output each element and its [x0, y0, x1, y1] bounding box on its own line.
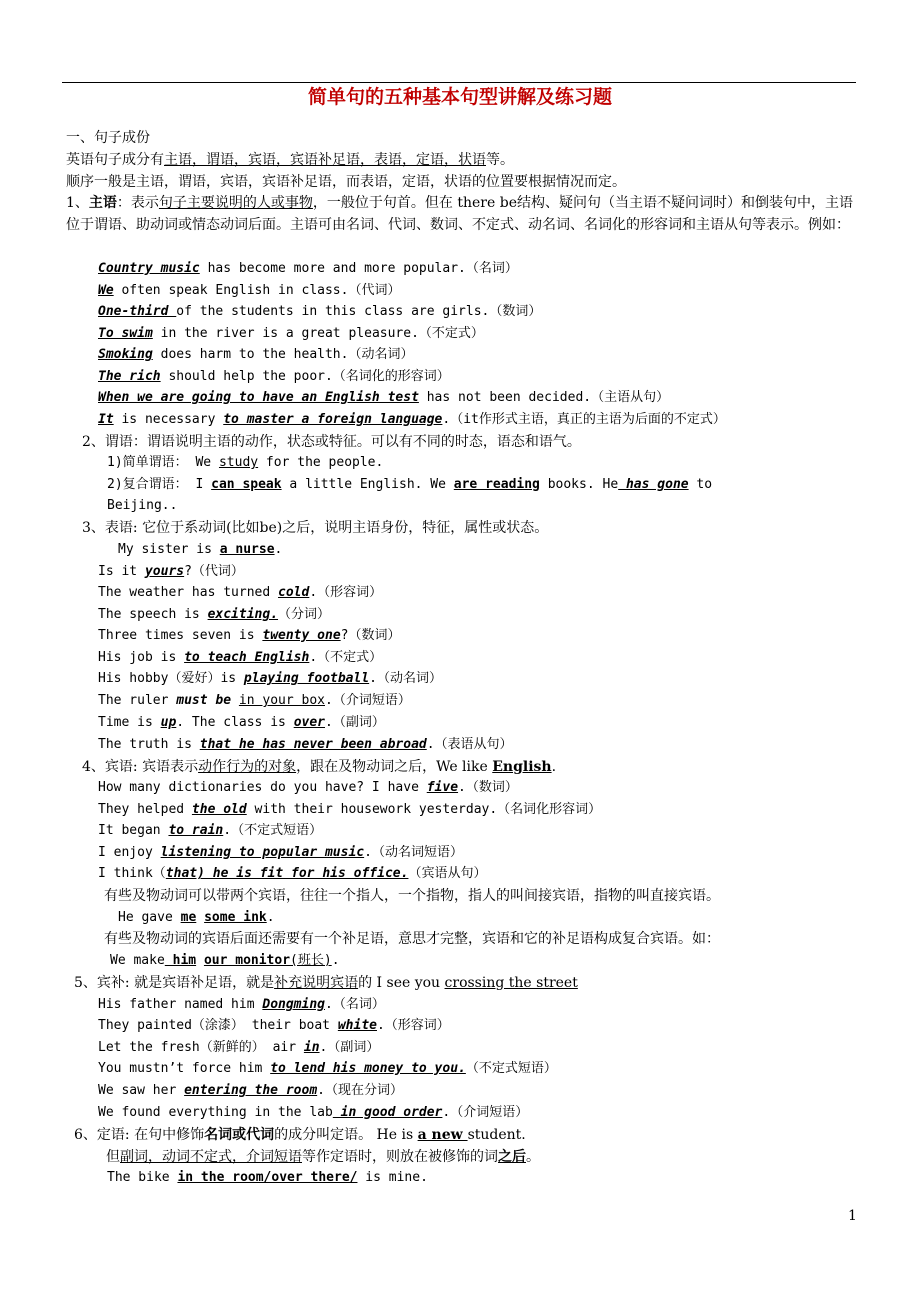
object-note: 有些及物动词可以带两个宾语，往往一个指人，一个指物，指人的叫间接宾语，指物的叫直接宾语。 — [104, 888, 720, 904]
predicate-example: 2)复合谓语： I can speak a little English. We are reading books. He has gone to — [107, 477, 713, 492]
predicative-example: The weather has turned cold.（形容词） — [98, 585, 383, 600]
object-heading: 4、宾语: 宾语表示动作行为的对象，跟在及物动词之后，We like English. — [82, 759, 557, 775]
predicative-example: The ruler must be in your box.（介词短语） — [98, 693, 411, 708]
attribute-heading: 6、定语: 在句中修饰名词或代词的成分叫定语。 He is a new student. — [74, 1127, 526, 1143]
object-example: They helped the old with their housework yesterday.（名词化形容词） — [98, 802, 602, 817]
page-number: 1 — [848, 1208, 857, 1224]
top-rule — [62, 82, 856, 83]
subject-example: Country music has become more and more popular.（名词） — [98, 261, 518, 276]
complement-heading: 5、宾补: 就是宾语补足语，就是补充说明宾语的 I see you crossing the street — [74, 975, 578, 991]
object-example: I enjoy listening to popular music.（动名词短语） — [98, 845, 463, 860]
object-example: I think（that) he is fit for his office.（宾语从句） — [98, 866, 487, 881]
object-example: It began to rain.（不定式短语） — [98, 823, 323, 838]
predicative-example: Three times seven is twenty one?（数词） — [98, 628, 401, 643]
predicative-example: The truth is that he has never been abroad.（表语从句） — [98, 737, 513, 752]
section-heading: 一、句子成份 — [66, 130, 150, 146]
subject-example: To swim in the river is a great pleasure.（不定式） — [98, 326, 484, 341]
subject-example: The rich should help the poor.（名词化的形容词） — [98, 369, 450, 384]
complement-example: We saw her entering the room.（现在分词） — [98, 1083, 403, 1098]
complement-example: Let the fresh（新鲜的） air in.（副词） — [98, 1040, 380, 1055]
predicative-example: Is it yours?（代词） — [98, 564, 244, 579]
predicate-example-cont: Beijing.. — [107, 498, 178, 513]
object-note: 有些及物动词的宾语后面还需要有一个补足语，意思才完整，宾语和它的补足语构成复合宾语。如： — [104, 931, 720, 947]
intro-line: 英语句子成分有主语，谓语，宾语，宾语补足语，表语，定语，状语等。 — [66, 152, 514, 168]
subject-example: We often speak English in class.（代词） — [98, 283, 401, 298]
subject-example: It is necessary to master a foreign language.（it作形式主语，真正的主语为后面的不定式） — [98, 412, 726, 427]
object-example: He gave me some ink. — [118, 910, 275, 925]
complement-example: His father named him Dongming.（名词） — [98, 997, 385, 1012]
attribute-example: The bike in the room/over there/ is mine. — [107, 1170, 428, 1185]
predicative-heading: 3、表语: 它位于系动词(比如be)之后，说明主语身份，特征，属性或状态。 — [82, 520, 549, 536]
predicative-example: His job is to teach English.（不定式） — [98, 650, 383, 665]
object-example: How many dictionaries do you have? I have five.（数词） — [98, 780, 518, 795]
complement-example: They painted（涂漆） their boat white.（形容词） — [98, 1018, 450, 1033]
attribute-note: 但副词，动词不定式，介词短语等作定语时，则放在被修饰的词之后。 — [106, 1149, 540, 1165]
predicate-example: 1)简单谓语： We study for the people. — [107, 455, 384, 470]
predicative-example: The speech is exciting.（分词） — [98, 607, 331, 622]
subject-example: Smoking does harm to the health.（动名词） — [98, 347, 414, 362]
object-example: We make him our monitor(班长). — [110, 953, 340, 968]
subject-paragraph: 1、主语：表示句子主要说明的人或事物，一般位于句首。但在 there be结构、疑问句（当主语不疑问词时）和倒装句中，主语位于谓语、助动词或情态动词后面。主语可由名词、代词、数词、不定式、动名词、名词化的形容词和主语从句等表示。例如： — [66, 195, 853, 233]
order-line: 顺序一般是主语，谓语，宾语，宾语补足语，而表语，定语，状语的位置要根据情况而定。 — [66, 174, 626, 190]
subject-example: One-third of the students in this class are girls.（数词） — [98, 304, 542, 319]
page-title: 简单句的五种基本句型讲解及练习题 — [307, 86, 612, 108]
subject-example: When we are going to have an English test has not been decided.（主语从句） — [98, 390, 670, 405]
predicative-example: Time is up. The class is over.（副词） — [98, 715, 385, 730]
predicate-heading: 2、谓语：谓语说明主语的动作，状态或特征。可以有不同的时态，语态和语气。 — [82, 434, 581, 450]
complement-example: You mustn’t force him to lend his money to you.（不定式短语） — [98, 1061, 557, 1076]
predicative-example: His hobby（爱好）is playing football.（动名词） — [98, 671, 442, 686]
predicative-example: My sister is a nurse. — [118, 542, 283, 557]
complement-example: We found everything in the lab in good order.（介词短语） — [98, 1105, 529, 1120]
